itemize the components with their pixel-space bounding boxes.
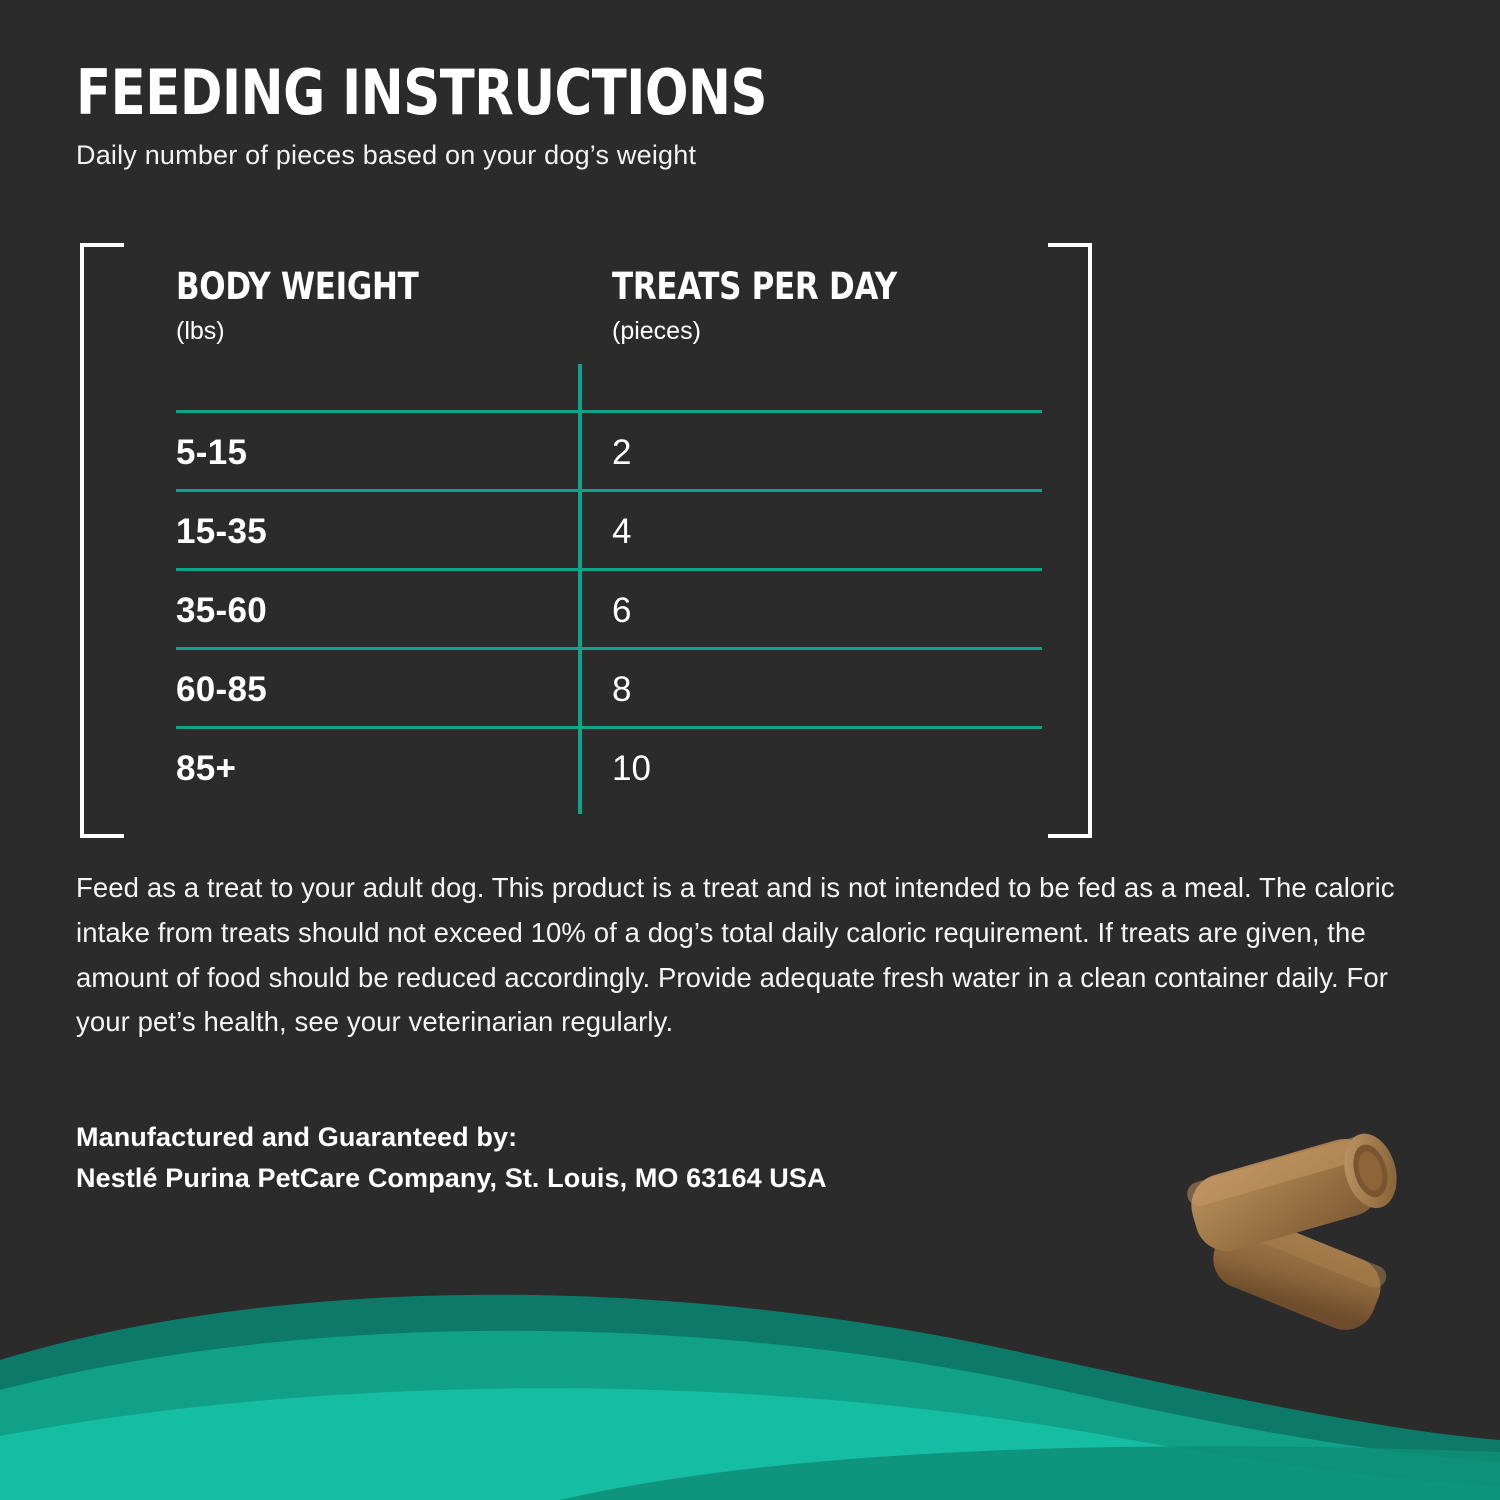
column-header-label: BODY WEIGHT bbox=[176, 265, 419, 308]
bracket-left-decoration bbox=[80, 243, 120, 838]
table-row bbox=[176, 726, 1042, 805]
table-header-row bbox=[176, 265, 1042, 410]
cell-treats-per-day: 6 bbox=[612, 590, 632, 630]
table-row bbox=[176, 410, 1042, 489]
feeding-table bbox=[176, 265, 1042, 805]
table-row bbox=[176, 647, 1042, 726]
table-body bbox=[176, 410, 1042, 805]
cell-body-weight: 15-35 bbox=[176, 511, 268, 551]
cell-treats-per-day: 8 bbox=[612, 669, 632, 709]
cell-treats-per-day: 2 bbox=[612, 432, 632, 472]
teal-wave-decoration bbox=[0, 1240, 1500, 1500]
cell-body-weight: 5-15 bbox=[176, 432, 248, 472]
manufacturer-heading: Manufactured and Guaranteed by: bbox=[76, 1122, 518, 1152]
manufacturer-block bbox=[76, 1117, 1276, 1199]
column-header-label: TREATS PER DAY bbox=[612, 265, 897, 308]
table-row bbox=[176, 568, 1042, 647]
cell-body-weight: 85+ bbox=[176, 748, 237, 788]
header bbox=[76, 56, 1276, 171]
cell-body-weight: 35-60 bbox=[176, 590, 268, 630]
page-subtitle: Daily number of pieces based on your dog’s weight bbox=[76, 140, 697, 170]
column-header-unit: (pieces) bbox=[612, 317, 701, 345]
feeding-body-copy: Feed as a treat to your adult dog. This product is a treat and is not intended to be fed as a meal. The caloric intake from treats should not exceed 10% of a dog’s total daily caloric requirement. If treats are given, the amount of food should be reduced accordingly. Provide adequate fresh water in a clean container daily. For your pet’s health, see your veterinarian regularly. bbox=[76, 872, 1395, 1038]
manufacturer-address: Nestlé Purina PetCare Company, St. Louis, MO 63164 USA bbox=[76, 1163, 827, 1194]
bracket-right-decoration bbox=[1052, 243, 1092, 838]
column-header-treats-per-day bbox=[612, 265, 1032, 346]
cell-treats-per-day: 10 bbox=[612, 748, 651, 788]
feeding-table-block bbox=[80, 243, 1092, 838]
column-header-unit: (lbs) bbox=[176, 317, 225, 345]
cell-treats-per-day: 4 bbox=[612, 511, 632, 551]
page-title: FEEDING INSTRUCTIONS bbox=[76, 56, 768, 129]
table-row bbox=[176, 489, 1042, 568]
column-header-body-weight bbox=[176, 265, 546, 346]
cell-body-weight: 60-85 bbox=[176, 669, 268, 709]
